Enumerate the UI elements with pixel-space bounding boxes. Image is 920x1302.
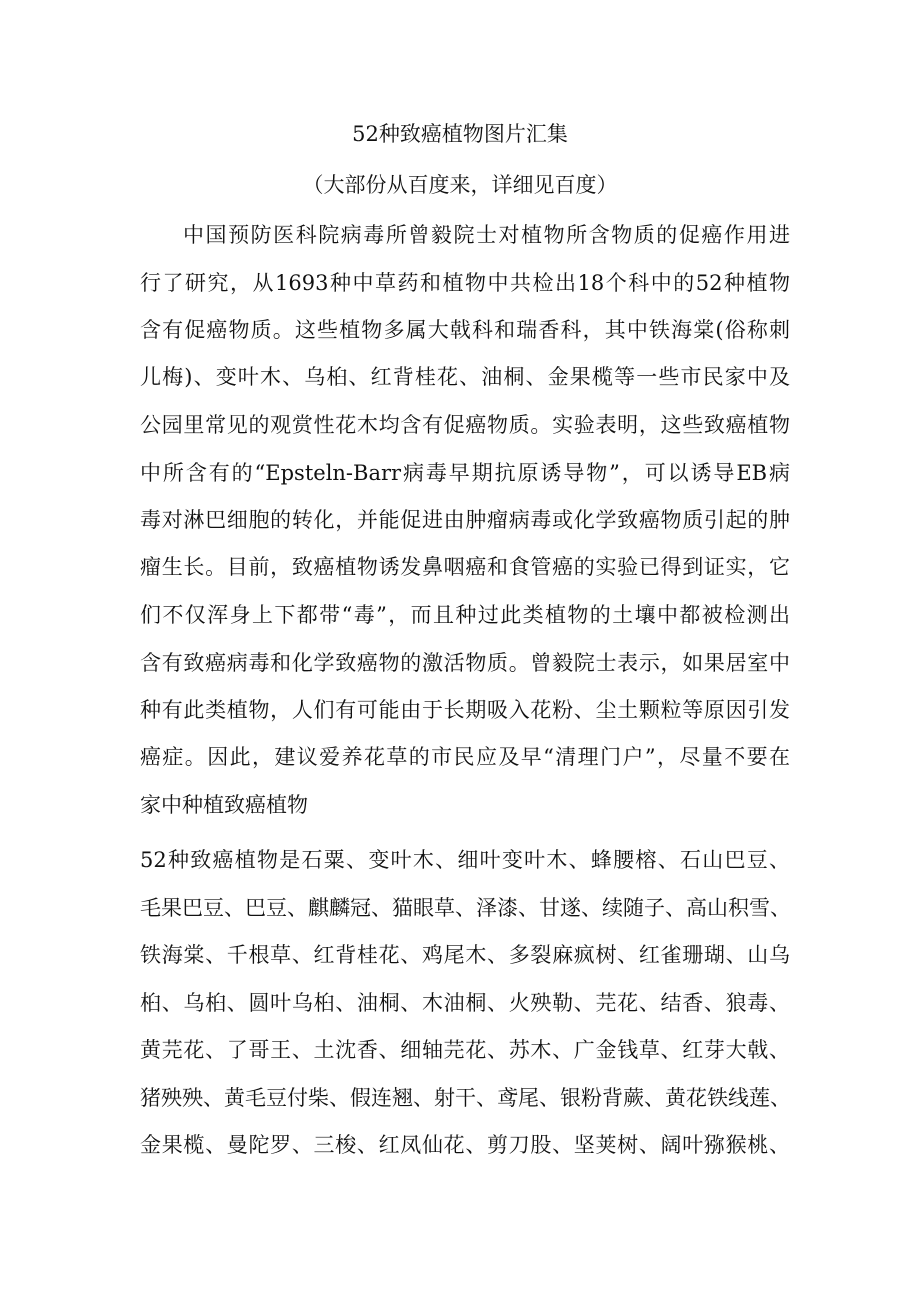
intro-line: 中所含有的“Epsteln-Barr病毒早期抗原诱导物”，可以诱导EB病 bbox=[140, 461, 790, 485]
intro-line: 儿梅)、变叶木、乌桕、红背桂花、油桐、金果榄等一些市民家中及 bbox=[140, 365, 790, 389]
list-line: 铁海棠、千根草、红背桂花、鸡尾木、多裂麻疯树、红雀珊瑚、山乌 bbox=[140, 943, 790, 967]
list-line: 桕、乌桕、圆叶乌桕、油桐、木油桐、火殃勒、芫花、结香、狼毒、 bbox=[140, 991, 790, 1015]
intro-line: 们不仅浑身上下都带“毒”，而且种过此类植物的土壤中都被检测出 bbox=[140, 603, 790, 627]
intro-line: 家中种植致癌植物 bbox=[140, 793, 308, 817]
list-line: 猪殃殃、黄毛豆付柴、假连翘、射干、鸢尾、银粉背蕨、黄花铁线莲、 bbox=[140, 1086, 791, 1110]
intro-line: 瘤生长。目前，致癌植物诱发鼻咽癌和食管癌的实验已得到证实，它 bbox=[140, 555, 790, 579]
intro-line: 毒对淋巴细胞的转化，并能促进由肿瘤病毒或化学致癌物质引起的肿 bbox=[140, 508, 790, 532]
intro-line: 含有促癌物质。这些植物多属大戟科和瑞香科，其中铁海棠(俗称刺 bbox=[140, 318, 790, 342]
document-subtitle: （大部份从百度来，详细见百度） bbox=[302, 173, 618, 197]
list-line: 黄芫花、了哥王、土沈香、细轴芫花、苏木、广金钱草、红芽大戟、 bbox=[140, 1038, 790, 1062]
list-line: 金果榄、曼陀罗、三梭、红凤仙花、剪刀股、坚荚树、阔叶猕猴桃、 bbox=[140, 1133, 790, 1157]
list-line: 毛果巴豆、巴豆、麒麟冠、猫眼草、泽漆、甘遂、续随子、高山积雪、 bbox=[140, 896, 791, 920]
list-line: 52种致癌植物是石粟、变叶木、细叶变叶木、蜂腰榕、石山巴豆、 bbox=[140, 848, 790, 872]
intro-line: 公园里常见的观赏性花木均含有促癌物质。实验表明，这些致癌植物 bbox=[140, 413, 790, 437]
intro-line: 中国预防医科院病毒所曾毅院士对植物所含物质的促癌作用进 bbox=[183, 223, 790, 247]
intro-line: 含有致癌病毒和化学致癌物的激活物质。曾毅院士表示，如果居室中 bbox=[140, 651, 790, 675]
intro-line: 癌症。因此，建议爱养花草的市民应及早“清理门户”，尽量不要在 bbox=[140, 745, 790, 769]
intro-line: 行了研究，从1693种中草药和植物中共检出18个科中的52种植物 bbox=[140, 271, 790, 295]
intro-line: 种有此类植物，人们有可能由于长期吸入花粉、尘土颗粒等原因引发 bbox=[140, 698, 790, 722]
document-title: 52种致癌植物图片汇集 bbox=[352, 122, 568, 146]
